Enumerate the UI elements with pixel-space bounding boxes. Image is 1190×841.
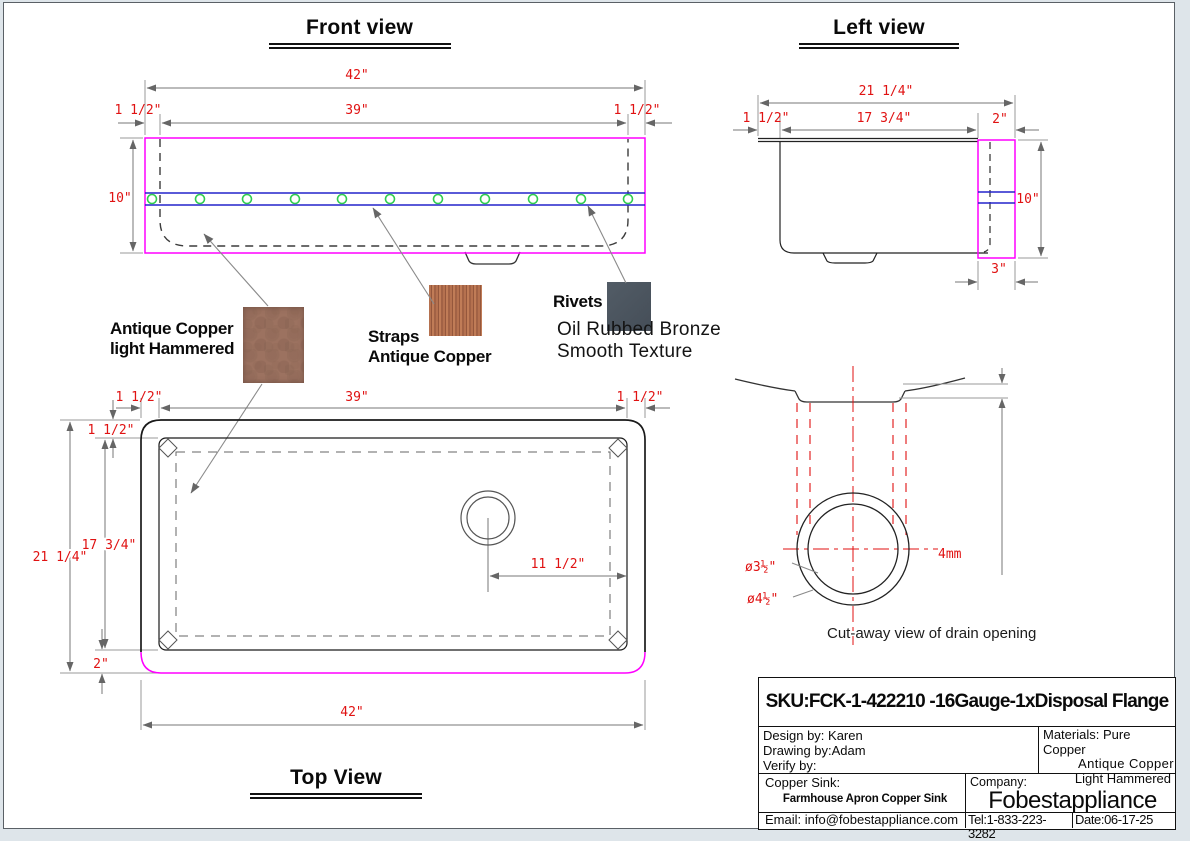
materials-line: Materials: Pure Copper [1043,727,1131,757]
drain-cutaway-drawing [735,366,1008,645]
dim-label: 2" [93,657,109,672]
dim-label: 17 3/4" [856,111,912,126]
dim-label: 21 1/4" [858,84,914,99]
dim-label: ø4½" [747,592,779,607]
top-view-title: Top View [246,766,426,799]
dim-label: 39" [345,103,369,118]
dim-label: 21 1/4" [32,550,88,565]
dim-label: 1 1/2" [114,103,162,118]
straps-material-label: Straps Antique Copper [368,327,492,366]
dim-label: 42" [345,68,369,83]
dim-label: 2" [992,112,1008,127]
drain-hidden-lines [797,403,906,535]
apron-outline-left [978,140,1015,258]
materials-line: Antique Copper [1078,756,1174,771]
dim-label: 1 1/2" [616,390,664,405]
drain-cutaway-caption: Cut-away view of drain opening [827,625,1037,642]
dim-label: 39" [345,390,369,405]
sink-outer-rim [141,420,645,652]
drain-recess-front [465,252,520,264]
company-label: Company: [970,775,1027,789]
dim-label: 1 1/2" [742,111,790,126]
dim-label: 42" [340,705,364,720]
dim-label: ø3½" [745,560,777,575]
design-by: Design by: Karen [763,728,863,743]
company-name: Fobestappliance [988,787,1157,812]
top-view-drawing [33,390,670,730]
sink-profile [758,139,988,264]
dim-label: 1 1/2" [613,103,661,118]
hidden-wall-line [984,142,990,252]
sku-cell: SKU:FCK-1-422210 -16Gauge-1xDisposal Flange [759,678,1175,727]
materials-line: Light Hammered [1074,770,1171,786]
body-material-label: Antique Copper light Hammered [110,319,235,358]
email-cell: Email: info@fobestappliance.com [765,812,959,827]
dim-label: 3" [991,262,1007,277]
left-view-title: Left view [794,16,964,49]
apron-outline-front [145,138,645,253]
rivet-row [148,195,633,204]
rivets-material-label: Oil Rubbed Bronze Smooth Texture [557,319,721,362]
dim-label: 10" [108,191,132,206]
date-cell: Date:06-17-25 [1072,813,1175,828]
drain-centerlines [783,366,938,645]
sink-inner-rim [159,438,627,650]
verify-by: Verify by: [763,758,817,773]
leader-lines [191,206,626,493]
dim-label: 4mm [938,547,962,562]
dim-label: 1 1/2" [87,423,135,438]
product-label: Copper Sink: [765,775,841,790]
left-view-drawing [733,84,1048,290]
rivets-label: Rivets [553,292,603,311]
apron-edge-top-view [141,652,645,673]
product-name: Farmhouse Apron Copper Sink [782,793,948,805]
corner-bevels [159,439,627,649]
tel-cell: Tel:1-833-223-3282 [965,813,1072,828]
strap-band-left [978,192,1015,203]
drawing-by: Drawing by:Adam [763,743,866,758]
dim-label: 10" [1016,192,1040,207]
dim-label: 17 3/4" [81,538,137,553]
dim-label: 1 1/2" [115,390,163,405]
basin-bottom-outline [176,452,610,636]
dim-label: 11 1/2" [530,557,586,572]
front-view-title: Front view [262,16,457,49]
